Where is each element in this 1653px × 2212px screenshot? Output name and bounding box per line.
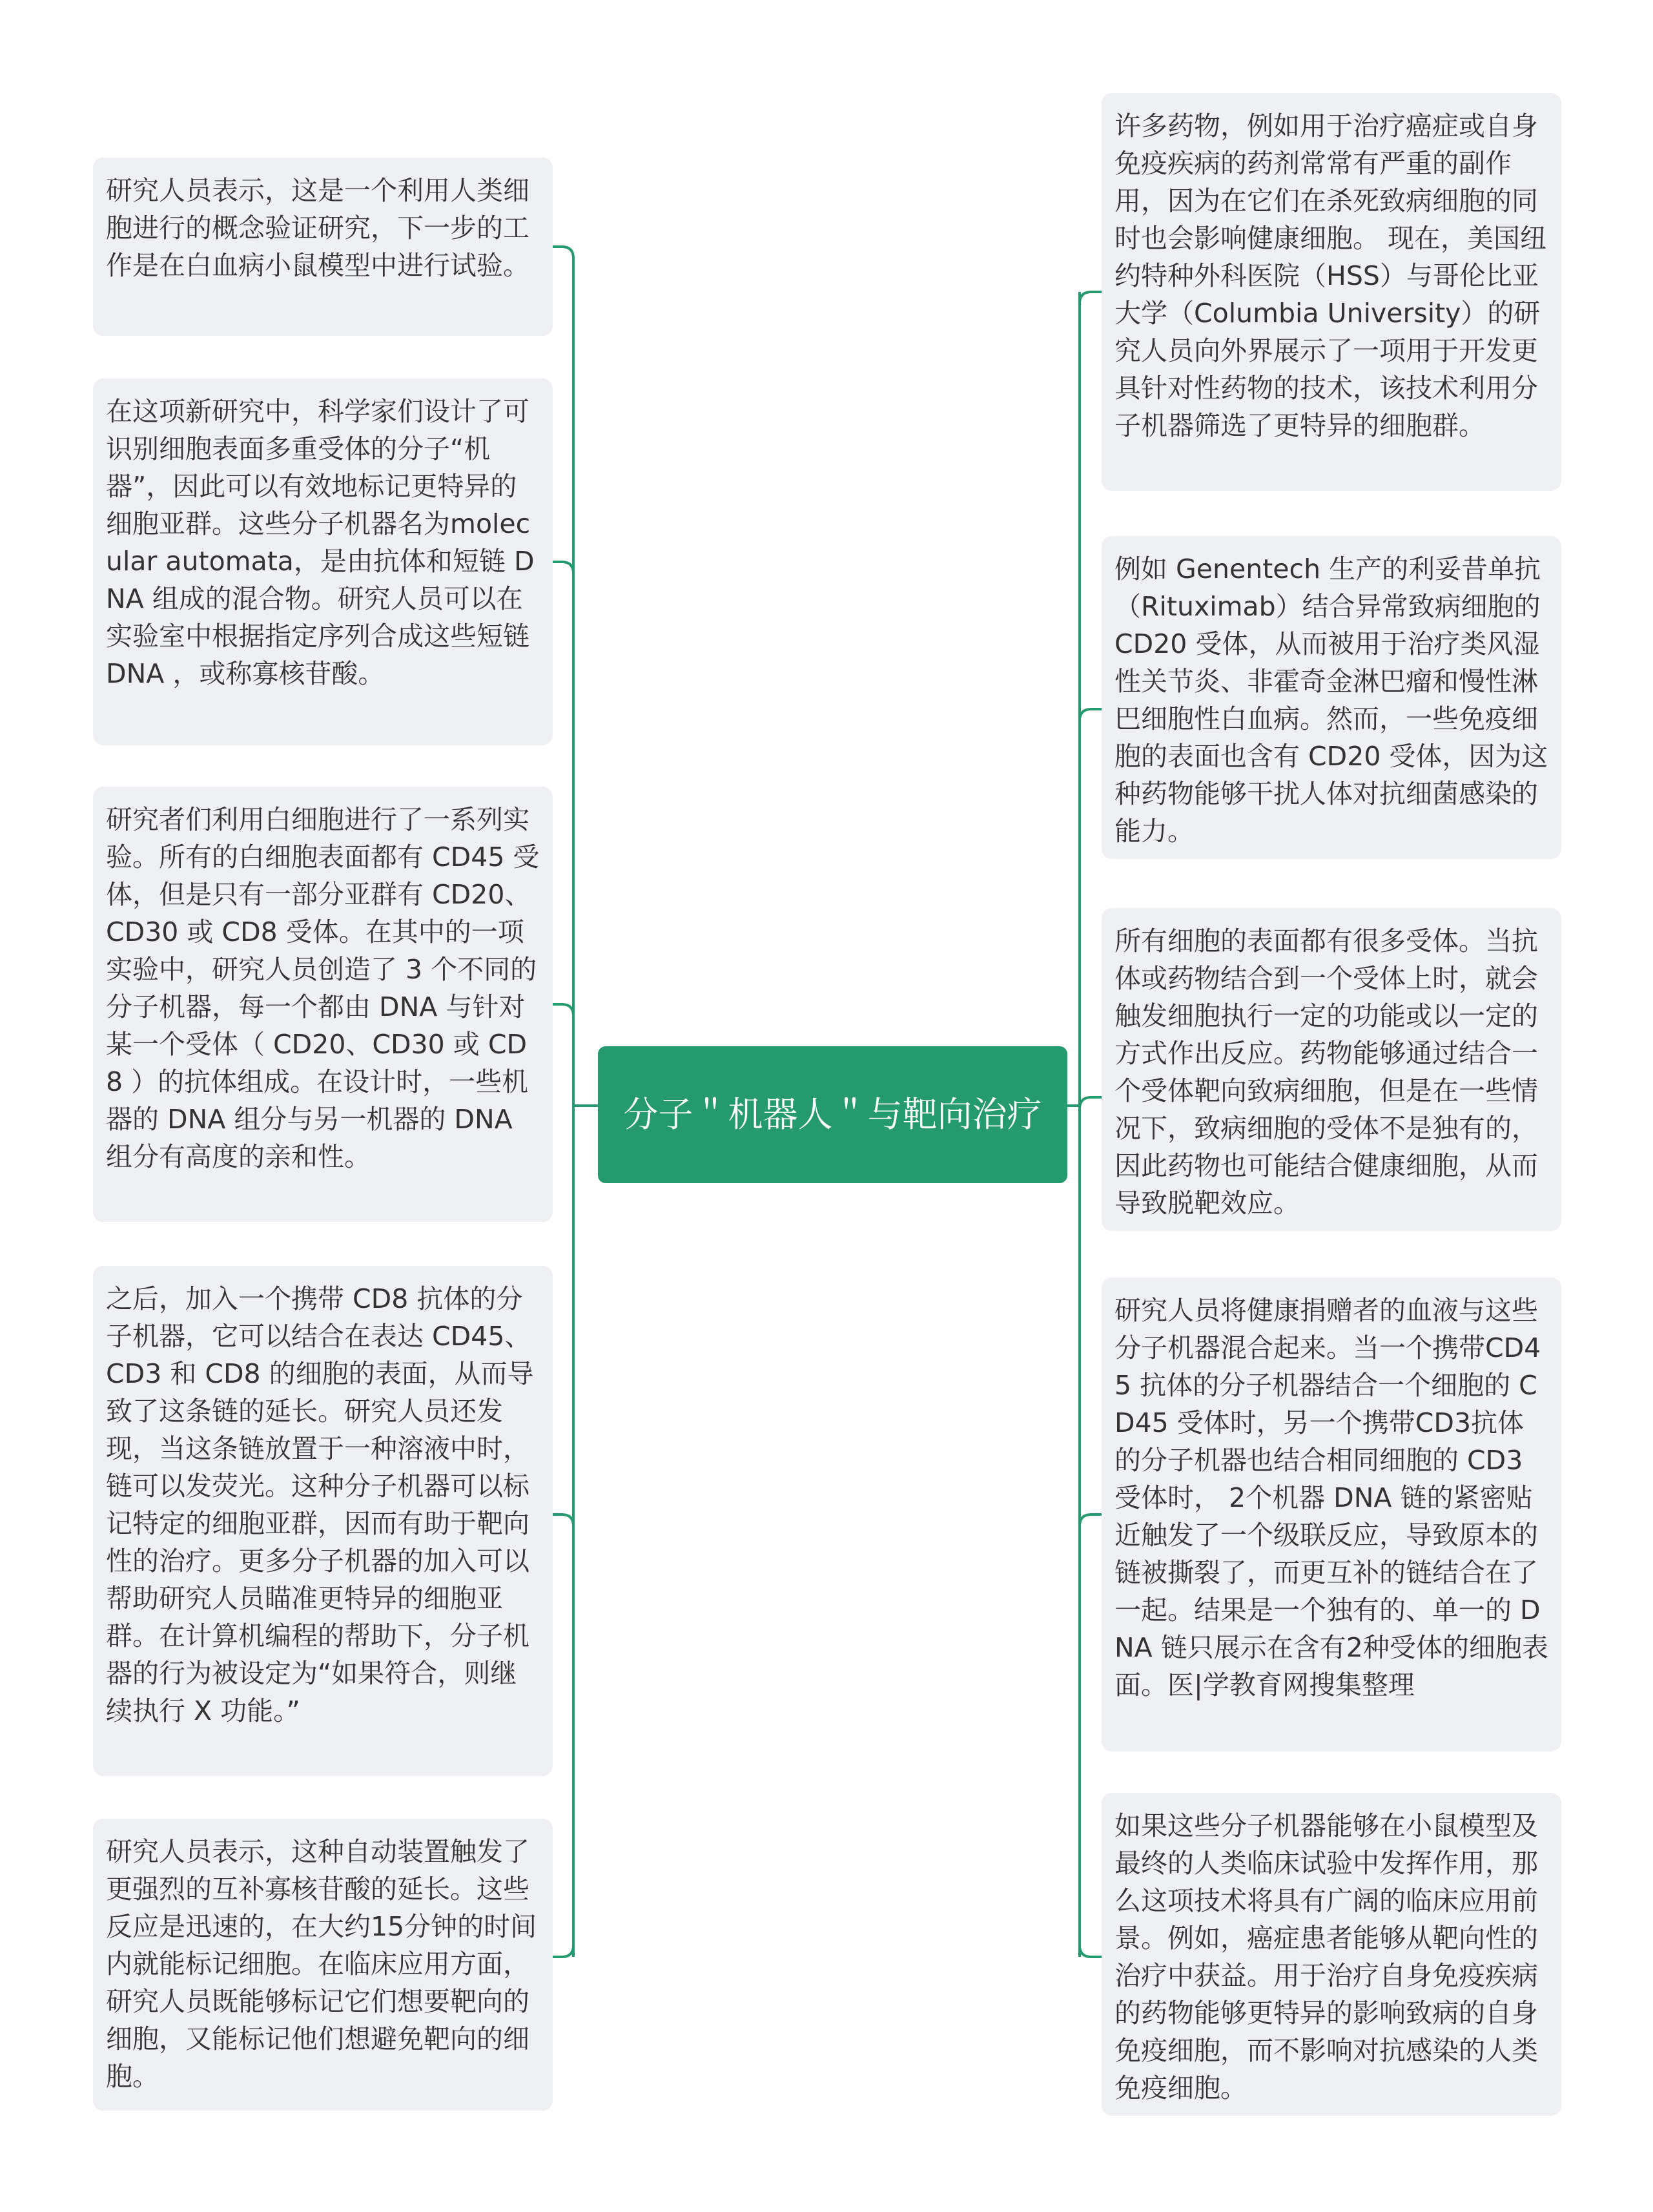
connector-left-1 bbox=[553, 247, 573, 258]
right-node-3-text: 所有细胞的表面都有很多受体。当抗体或药物结合到一个受体上时，就会触发细胞执行一定的功能或以一定的方式作出反应。药物能够通过结合一个受体靶向致病细胞，但是在一些情况下，致病细胞的受体不是独有的，因此药物也可能结合健康细胞，从而导致脱靶效应。 bbox=[1114, 925, 1538, 1219]
left-node-3-text: 研究者们利用白细胞进行了一系列实验。所有的白细胞表面都有 CD45 受体，但是只有一部分亚群有 CD20、CD30 或 CD8 受体。在其中的一项实验中，研究人员创造了 3 个不同的分子机器，每一个都由 DNA 与针对某一个受体（ CD20、CD30 或 CD8 ）的抗体组成。在设计时，一些机器的 DNA 组分与另一机器的 DNA 组分有高度的亲和性。 bbox=[106, 804, 540, 1172]
right-node-3[interactable] bbox=[1102, 908, 1561, 1231]
connector-left-3 bbox=[553, 1004, 573, 1016]
right-node-5-text: 如果这些分子机器能够在小鼠模型及最终的人类临床试验中发挥作用，那么这项技术将具有广阔的临床应用前景。例如，癌症患者能够从靶向性的治疗中获益。用于治疗自身免疫疾病的药物能够更特异的影响致病的自身免疫细胞，而不影响对抗感染的人类免疫细胞。 bbox=[1114, 1810, 1538, 2103]
right-node-4[interactable] bbox=[1102, 1277, 1561, 1752]
right-node-2-text: 例如 Genentech 生产的利妥昔单抗（Rituximab）结合异常致病细胞的 CD20 受体，从而被用于治疗类风湿性关节炎、非霍奇金淋巴瘤和慢性淋巴细胞性白血病。然而，一些免疫细胞的表面也含有 CD20 受体，因为这种药物能够干扰人体对抗细菌感染的能力。 bbox=[1114, 553, 1548, 847]
left-node-3[interactable] bbox=[93, 787, 553, 1222]
left-node-1[interactable] bbox=[93, 158, 553, 336]
connector-right-4 bbox=[1080, 1514, 1102, 1526]
left-node-4[interactable] bbox=[93, 1266, 553, 1776]
right-node-2[interactable] bbox=[1102, 536, 1561, 859]
right-node-1[interactable] bbox=[1102, 93, 1561, 491]
connector-left-4 bbox=[553, 1514, 573, 1526]
left-node-2[interactable] bbox=[93, 378, 553, 745]
connector-right-2 bbox=[1080, 709, 1102, 721]
connector-left-5 bbox=[553, 1945, 573, 1957]
left-node-4-text: 之后，加入一个携带 CD8 抗体的分子机器，它可以结合在表达 CD45、CD3 和 CD8 的细胞的表面，从而导致了这条链的延长。研究人员还发现，当这条链放置于一种溶液中时，链可以发荧光。这种分子机器可以标记特定的细胞亚群，因而有助于靶向性的治疗。更多分子机器的加入可以帮助研究人员瞄准更特异的细胞亚群。在计算机编程的帮助下，分子机器的行为被设定为“如果符合，则继续执行 X 功能。” bbox=[106, 1283, 534, 1726]
connector-right-3 bbox=[1080, 1097, 1102, 1109]
connector-left-2 bbox=[553, 562, 573, 574]
left-node-5-text: 研究人员表示，这种自动装置触发了更强烈的互补寡核苷酸的延长。这些反应是迅速的，在大约15分钟的时间内就能标记细胞。在临床应用方面，研究人员既能够标记它们想要靶向的细胞，又能标记他们想避免靶向的细胞。 bbox=[106, 1836, 537, 2092]
root-topic-title: 分子＂机器人＂与靶向治疗 bbox=[623, 1094, 1042, 1135]
right-node-1-text: 许多药物，例如用于治疗癌症或自身免疫疾病的药剂常常有严重的副作用，因为在它们在杀死致病细胞的同时也会影响健康细胞。 现在，美国纽约特种外科医院（HSS）与哥伦比亚大学（Columbia University）的研究人员向外界展示了一项用于开发更具针对性药物的技术，该技术利用分子机器筛选了更特异的细胞群。 bbox=[1114, 110, 1547, 441]
connector-right-1 bbox=[1080, 292, 1102, 304]
root-topic[interactable] bbox=[598, 1046, 1067, 1183]
left-node-5[interactable] bbox=[93, 1819, 553, 2111]
connector-right-5 bbox=[1080, 1945, 1102, 1957]
left-node-2-text: 在这项新研究中，科学家们设计了可识别细胞表面多重受体的分子“机器”，因此可以有效地标记更特异的细胞亚群。这些分子机器名为molecular automata，是由抗体和短链 DNA 组成的混合物。研究人员可以在实验室中根据指定序列合成这些短链 DNA ，或称寡核苷酸。 bbox=[106, 396, 535, 689]
right-node-4-text: 研究人员将健康捐赠者的血液与这些分子机器混合起来。当一个携带CD45 抗体的分子机器结合一个细胞的 CD45 受体时，另一个携带CD3抗体的分子机器也结合相同细胞的 CD3 受体时， 2个机器 DNA 链的紧密贴近触发了一个级联反应，导致原本的链被撕裂了，而更互补的链结合在了一起。结果是一个独有的、单一的 DNA 链只展示在含有2种受体的细胞表面。医|学教育网搜集整理 bbox=[1114, 1295, 1548, 1700]
left-node-1-text: 研究人员表示，这是一个利用人类细胞进行的概念验证研究，下一步的工作是在白血病小鼠模型中进行试验。 bbox=[106, 175, 529, 281]
right-node-5[interactable] bbox=[1102, 1793, 1561, 2116]
